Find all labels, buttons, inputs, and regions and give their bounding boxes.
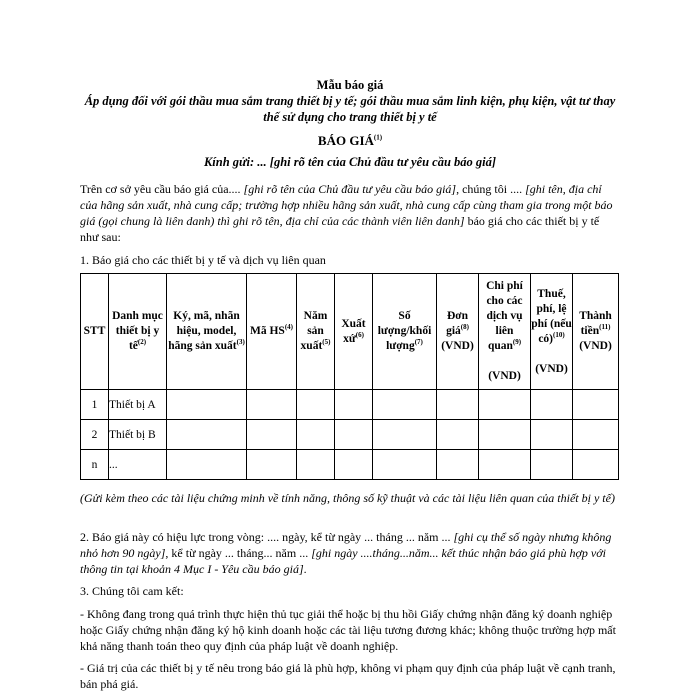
table-cell (437, 450, 479, 480)
table-cell (531, 450, 573, 480)
col-label: Mã HS (250, 325, 285, 337)
table-cell (247, 420, 297, 450)
section2-text-1: 2. Báo giá này có hiệu lực trong vòng: .... ngày, kể từ ngày ... tháng ... năm ... (80, 530, 454, 544)
form-title: Mẫu báo giá (316, 78, 384, 92)
row-item: Thiết bị B (109, 420, 167, 450)
table-cell (437, 420, 479, 450)
col-header-item (109, 274, 167, 390)
intro-text-5: báo giá cho các thiết bị y tế như sau: (80, 214, 600, 244)
table-cell (297, 450, 335, 480)
table-cell (167, 450, 247, 480)
table-cell (247, 450, 297, 480)
doc-title-text: BÁO GIÁ (317, 133, 374, 148)
col-label: Năm sản xuất (300, 310, 328, 352)
section-1-title: 1. Báo giá cho các thiết bị y tế và dịch vụ liên quan (80, 253, 326, 267)
col-label: Thuế, phí, lệ phí (nếu có) (531, 287, 572, 345)
col-header-model (167, 274, 247, 390)
intro-paragraph (80, 181, 620, 245)
col-note: (10) (553, 330, 565, 339)
table-cell (335, 390, 373, 420)
addressee-line (80, 155, 620, 170)
table-cell (297, 420, 335, 450)
col-label: Danh mục thiết bị y tế (112, 310, 163, 352)
col-label: Xuất xứ (341, 317, 366, 345)
section2-text-3: , kể từ ngày ... tháng... năm ... (165, 546, 312, 560)
col-note: (9) (512, 338, 522, 347)
col-label: Chi phí cho các dịch vụ liên quan (486, 280, 523, 352)
table-cell (335, 450, 373, 480)
row-stt: n (81, 450, 109, 480)
quote-table (80, 273, 619, 480)
col-header-tax (531, 274, 573, 390)
table-cell (479, 420, 531, 450)
col-note: (5) (322, 338, 331, 347)
col-unit: (VND) (579, 340, 612, 352)
section2-text-5: . (303, 562, 307, 576)
intro-text-4: [ghi tên, địa chỉ của hãng sản xuất, nhà cung cấp; trường hợp nhiều hãng sản xuất, nhà cung cấp cùng tham gia trong một báo giá (gọi chung là liên danh) thì ghi rõ tên, địa chỉ của các thành viên liên danh] (80, 182, 613, 228)
col-note: (7) (414, 338, 423, 347)
col-note: (6) (355, 330, 364, 339)
doc-title-note: (1) (373, 133, 383, 142)
col-header-stt (81, 274, 109, 390)
col-note: (4) (284, 323, 293, 332)
table-cell (479, 390, 531, 420)
table-cell (297, 390, 335, 420)
table-cell (531, 390, 573, 420)
col-unit: (VND) (488, 370, 521, 382)
col-label: Đơn giá (446, 310, 469, 337)
section-3-title: 3. Chúng tôi cam kết: (80, 584, 184, 598)
doc-title (80, 133, 620, 149)
col-label: Số lượng/khối lượng (377, 310, 432, 352)
col-label: Thành tiền (579, 310, 612, 337)
addressee-value: ... [ghi rõ tên của Chủ đầu tư yêu cầu báo giá] (257, 155, 497, 169)
table-cell (335, 420, 373, 450)
col-note: (2) (137, 338, 147, 347)
table-cell (373, 450, 437, 480)
title-block (80, 78, 620, 170)
table-cell (479, 450, 531, 480)
addressee-label: Kính gửi: (203, 155, 255, 169)
section2-text-2: [ghi cụ thể số ngày nhưng không nhỏ hơn 90 ngày] (80, 530, 612, 560)
row-stt: 1 (81, 390, 109, 420)
commitment-1: - Không đang trong quá trình thực hiện thủ tục giải thể hoặc bị thu hồi Giấy chứng nhận đăng ký doanh nghiệp hoặc Giấy chứng nhận đăng ký hộ kinh doanh hoặc các tài liệu tương đương khác; không thuộc trường hợp mất khả năng thanh toán theo quy định của pháp luật về doanh nghiệp. (80, 607, 616, 653)
form-subtitle: Áp dụng đối với gói thầu mua sắm trang thiết bị y tế; gói thầu mua sắm linh kiện, phụ kiện, vật tư thay thế sử dụng cho trang thiết bị y tế (84, 94, 616, 124)
col-note: (3) (236, 338, 245, 347)
col-note: (11) (599, 323, 611, 332)
commitment-2: - Giá trị của các thiết bị y tế nêu trong báo giá là phù hợp, không vi phạm quy định của pháp luật về cạnh tranh, bán phá giá. (80, 661, 616, 691)
col-label: STT (83, 325, 106, 337)
table-cell (437, 390, 479, 420)
table-row (81, 450, 619, 480)
table-row (81, 390, 619, 420)
table-header-row (81, 274, 619, 390)
col-unit: (VND) (441, 340, 474, 352)
col-note: (8) (460, 323, 469, 332)
table-row (81, 420, 619, 450)
row-item: ... (109, 450, 167, 480)
table-cell (167, 390, 247, 420)
table-cell (573, 420, 619, 450)
col-header-origin (335, 274, 373, 390)
intro-text-3: , chúng tôi .... (456, 182, 526, 196)
section-2-paragraph (80, 529, 620, 577)
table-cell (373, 420, 437, 450)
col-label: Ký, mã, nhãn hiệu, model, hãng sản xuất (168, 310, 240, 352)
row-stt: 2 (81, 420, 109, 450)
col-header-total (573, 274, 619, 390)
col-header-quantity (373, 274, 437, 390)
table-note: (Gửi kèm theo các tài liệu chứng minh về tính năng, thông số kỹ thuật và các tài liệu liên quan của thiết bị y tế) (80, 491, 615, 505)
table-cell (573, 390, 619, 420)
table-cell (167, 420, 247, 450)
intro-text-1: Trên cơ sở yêu cầu báo giá của.... (80, 182, 244, 196)
intro-text-2: [ghi rõ tên của Chủ đầu tư yêu cầu báo giá] (243, 182, 457, 196)
section2-text-4: [ghi ngày ....tháng...năm... kết thúc nhận báo giá phù hợp với thông tin tại khoản 4 Mục I - Yêu cầu báo giá] (80, 546, 606, 576)
table-cell (573, 450, 619, 480)
col-header-year (297, 274, 335, 390)
col-header-hs-code (247, 274, 297, 390)
col-header-unit-price (437, 274, 479, 390)
col-unit: (VND) (535, 362, 568, 375)
row-item: Thiết bị A (109, 390, 167, 420)
table-cell (247, 390, 297, 420)
table-cell (373, 390, 437, 420)
col-header-service-cost (479, 274, 531, 390)
table-cell (531, 420, 573, 450)
